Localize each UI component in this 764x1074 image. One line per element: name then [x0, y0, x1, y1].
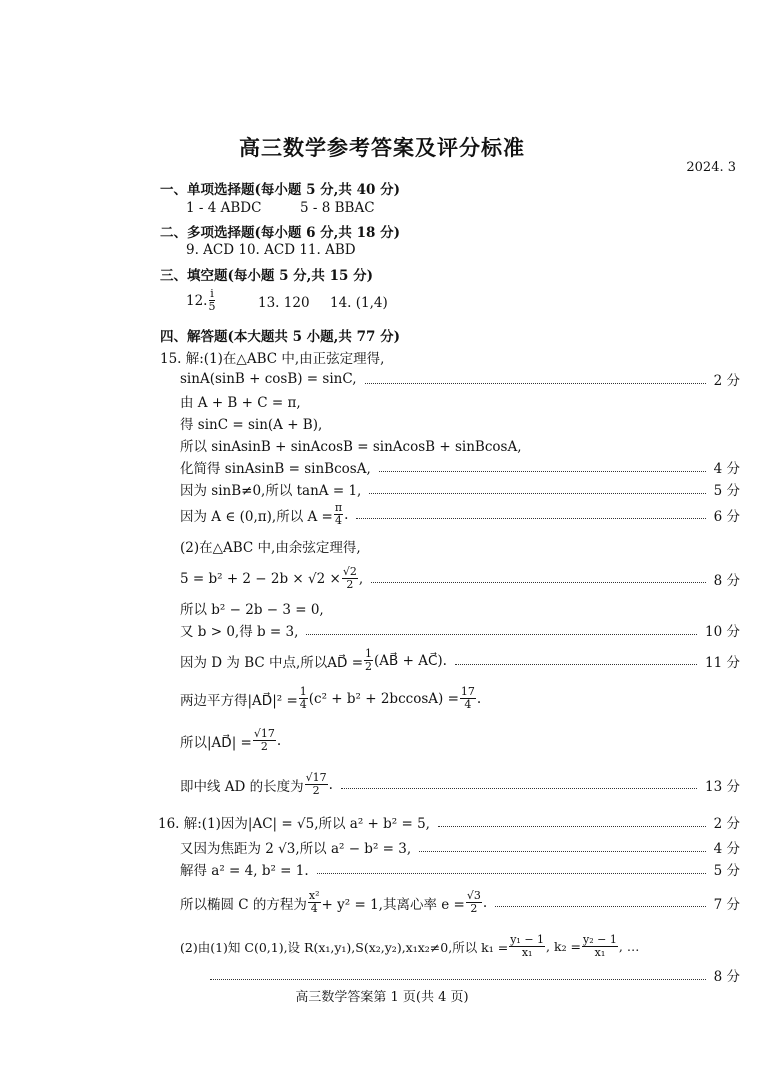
- score: 7 分: [713, 896, 740, 913]
- fraction-denominator: 2: [470, 902, 478, 915]
- score: 8 分: [713, 969, 740, 985]
- q15-line-5: [180, 457, 740, 477]
- q15-line-12: [180, 648, 740, 673]
- q15-line-3: [180, 413, 740, 433]
- line-text: (AB⃗ + AC⃗).: [374, 652, 447, 669]
- leader-dots: [306, 626, 697, 635]
- score: 4 分: [713, 841, 740, 857]
- section-1-heading: 一、单项选择题(每小题 5 分,共 40 分): [160, 182, 400, 198]
- leader-dots: [371, 574, 705, 583]
- answer-12-fraction: [208, 288, 215, 313]
- fraction-numerator: 1: [299, 685, 307, 698]
- line-text: 两边平方得|AD⃗|² =: [180, 692, 298, 709]
- leader-dots: [317, 865, 706, 874]
- fraction-numerator: i: [210, 287, 214, 300]
- q16-line-2: [180, 837, 740, 857]
- leader-dots: [379, 463, 706, 472]
- line-text: 又 b > 0,得 b = 3,: [180, 624, 299, 640]
- line-text: 所以|AD⃗| =: [180, 734, 252, 751]
- line-text: 化简得 sinAsinB = sinBcosA,: [180, 461, 371, 477]
- fraction-denominator: 2: [260, 740, 268, 753]
- score: 6 分: [713, 508, 740, 525]
- line-text: (c² + b² + 2bccosA) =: [308, 690, 459, 707]
- fraction-numerator: y₂ − 1: [583, 933, 617, 946]
- fraction-denominator: 2: [312, 784, 320, 797]
- score: 2 分: [713, 373, 740, 389]
- leader-dots: [365, 375, 706, 384]
- fraction: [460, 686, 476, 711]
- q15-line-14: 所以|AD⃗| = $\frac{√17}{2}$ .: [180, 727, 282, 753]
- fraction: [299, 686, 308, 711]
- fraction: [364, 648, 373, 673]
- score: 5 分: [713, 483, 740, 499]
- line-text: + y² = 1,其离心率 e =: [321, 896, 465, 913]
- q16-line-6: [180, 965, 740, 985]
- fraction-numerator: √17: [253, 727, 275, 740]
- q16-line-3: [180, 859, 740, 879]
- fraction-denominator: 4: [334, 514, 342, 527]
- score: 4 分: [713, 461, 740, 477]
- fraction-denominator: 2: [365, 660, 373, 673]
- leader-dots: [455, 656, 697, 665]
- fraction: [308, 890, 321, 915]
- fraction-denominator: 4: [464, 698, 472, 711]
- leader-dots: [369, 485, 705, 494]
- fraction-denominator: 4: [310, 902, 318, 915]
- fraction-denominator: x₁: [521, 946, 533, 959]
- line-text: 因为 sinB≠0,所以 tanA = 1,: [180, 483, 362, 499]
- leader-dots: [438, 818, 706, 827]
- section-4-heading: 四、解答题(本大题共 5 小题,共 77 分): [160, 329, 400, 345]
- fraction-numerator: 1: [365, 647, 373, 660]
- page-footer: 高三数学答案第 1 页(共 4 页): [295, 990, 469, 1005]
- q15-line-4: [180, 435, 740, 455]
- fraction: [334, 502, 343, 527]
- line-text: 16. 解:(1)因为|AC| = √5,所以 a² + b² = 5,: [158, 816, 430, 832]
- fraction-numerator: x²: [308, 889, 320, 902]
- q15-line-10: [180, 598, 740, 618]
- q15-line-11: [180, 620, 740, 640]
- fraction-denominator: x₁: [594, 946, 606, 959]
- q15-line-1: [180, 369, 740, 389]
- fraction-denominator: 2: [346, 578, 354, 591]
- q15-line-9: 5 = b² + 2 − 2b × √2 × $\frac{√2}{2}$ , 8 分: [180, 565, 740, 591]
- score: 8 分: [713, 572, 740, 589]
- exam-date: 2024. 3: [686, 160, 736, 175]
- section-3-heading: 三、填空题(每小题 5 分,共 15 分): [160, 268, 373, 284]
- line-text: , …: [618, 939, 640, 954]
- line-text: 由 A + B + C = π,: [180, 395, 301, 411]
- answers-5-8: 5 - 8 BBAC: [300, 200, 375, 216]
- fraction-numerator: √2: [342, 565, 357, 578]
- answers-9-11: 9. ACD 10. ACD 11. ABD: [186, 242, 356, 258]
- score: 11 分: [705, 654, 740, 671]
- answer-13: 13. 120: [258, 295, 310, 311]
- line-text: (2)由(1)知 C(0,1),设 R(x₁,y₁),S(x₂,y₂),x₁x₂≠0,所以 k₁ =: [180, 939, 509, 955]
- score: 5 分: [713, 863, 740, 879]
- fraction-numerator: √17: [305, 771, 327, 784]
- line-text: (2)在△ABC 中,由余弦定理得,: [180, 540, 361, 556]
- line-text: 所以 sinAsinB + sinAcosB = sinAcosB + sinBcosA,: [180, 439, 522, 455]
- fraction-numerator: 17: [460, 685, 475, 698]
- line-text: 解得 a² = 4, b² = 1.: [180, 863, 309, 879]
- q16-line-5: [180, 934, 740, 959]
- fraction: [582, 934, 618, 959]
- q15-line-7: 因为 A ∈ (0,π),所以 A = $\frac{\pi}{4}$ . 6 分: [180, 501, 740, 527]
- leader-dots: [356, 510, 705, 519]
- q15-heading: 15. 解:(1)在△ABC 中,由正弦定理得,: [160, 351, 385, 367]
- leader-dots: [419, 843, 705, 852]
- q16-line-1: [158, 812, 740, 832]
- line-text: sinA(sinB + cosB) = sinC,: [180, 371, 357, 387]
- line-text: 所以 b² − 2b − 3 = 0,: [180, 602, 324, 618]
- q15-line-15: 即中线 AD 的长度为 $\frac{√17}{2}$ . 13 分: [180, 771, 740, 797]
- fraction: [509, 934, 545, 959]
- fraction-numerator: π: [334, 501, 343, 514]
- answer-14: 14. (1,4): [330, 295, 388, 311]
- leader-dots: [341, 780, 697, 789]
- fraction: [466, 890, 482, 915]
- page-title: 高三数学参考答案及评分标准: [239, 135, 525, 160]
- line-text: 即中线 AD 的长度为: [180, 778, 304, 795]
- answer-12: [186, 288, 216, 313]
- fraction-denominator: 4: [299, 698, 307, 711]
- line-text: 5 = b² + 2 − 2b × √2 ×: [180, 570, 341, 587]
- score: 13 分: [705, 778, 740, 795]
- score: 2 分: [713, 816, 740, 832]
- answers-1-4: 1 - 4 ABDC: [186, 200, 262, 216]
- line-text: 得 sinC = sin(A + B),: [180, 417, 323, 433]
- fraction: [253, 728, 276, 753]
- q15-line-2: [180, 391, 740, 411]
- fraction-numerator: y₁ − 1: [510, 933, 545, 946]
- answer-12-label: 12.: [186, 292, 208, 309]
- line-text: 因为 D 为 BC 中点,所以AD⃗ =: [180, 654, 364, 671]
- line-text: 所以椭圆 C 的方程为: [180, 896, 307, 913]
- q15-line-13: 两边平方得|AD⃗|² = $\frac{1}{4}$ (c² + b² + 2bccosA) = $\frac{17}{4}$ .: [180, 685, 482, 711]
- leader-dots: [495, 898, 705, 907]
- fraction: [342, 566, 358, 591]
- q15-line-8: [180, 536, 740, 556]
- fraction-numerator: √3: [466, 889, 481, 902]
- fraction-denominator: 5: [208, 300, 216, 313]
- fraction: [305, 772, 328, 797]
- line-text: 又因为焦距为 2 √3,所以 a² − b² = 3,: [180, 841, 412, 857]
- leader-dots: [210, 971, 706, 980]
- line-text: 因为 A ∈ (0,π),所以 A =: [180, 508, 333, 525]
- q15-line-6: [180, 479, 740, 499]
- line-text: , k₂ =: [546, 939, 582, 954]
- score: 10 分: [705, 624, 740, 640]
- q16-line-4: 所以椭圆 C 的方程为 $\frac{\text{x²}}{4}$ + y² = 1,其离心率 e = $\frac{√3}{2}$ . 7 分: [180, 889, 740, 915]
- section-2-heading: 二、多项选择题(每小题 6 分,共 18 分): [160, 225, 400, 241]
